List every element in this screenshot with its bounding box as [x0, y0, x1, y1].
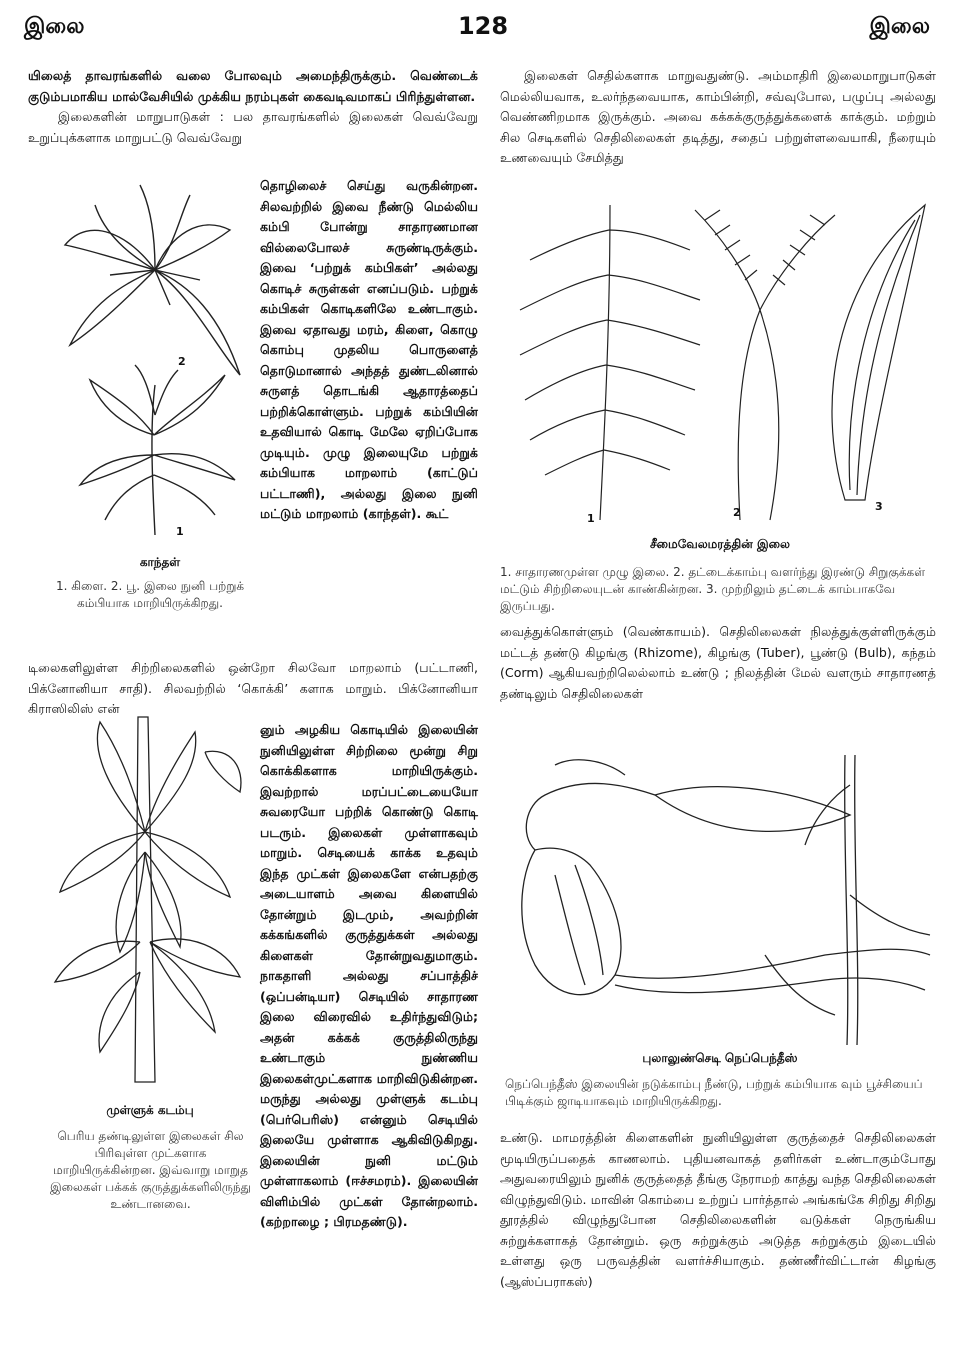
right-middle-text: வைத்துக்கொள்ளும் (வெண்காயம்). செதிலிலைகள் நிலத்துக்குள்ளிருக்கும் மட்டத் தண்டு கிழங்கு (Rhizome), கிழங்கு (Tuber), பூண்டு (Bulb), கந்தம் (Corm) ஆகியவற்றிலெல்லாம் உண்டு ; நிலத்தின் மேல் வளரும் சாதாரணத் தண்டிலும் செதிலிலைகள்: [500, 624, 936, 701]
nepenthes-caption: நெப்பெந்தீஸ் இலையின் நடுக்காம்பு நீண்டு, பற்றுக் கம்பியாக வும் பூச்சியைப் பிடிக்கும் ஜாடியாகவும் மாறியிருக்கிறது.: [505, 1077, 923, 1108]
right-bottom-text: உண்டு. மாமரத்தின் கிளைகளின் நுனியிலுள்ள குருத்தைச் செதிலிலைகள் மூடியிருப்பதைக் காணலாம். புதியனவாகத் தளிர்கள் உண்டாகும்போது அதுவரையிலும் நுனிக் குருத்தைத் தீங்கு நேராமற் காத்து வந்த செதிலிலைகள் விழுந்துவிடும். மாவின் கொம்பை உற்றுப் பார்த்தால் அங்கங்கே சிறிது சிறிது தூரத்தில் விழுந்துபோன செதிலிலைகளின் வடுக்கள் நெருங்கிய சுற்றுக்களாகத் தோன்றும். ஒரு சுற்றுக்கும் அடுத்த சுற்றுக்கும் இடையில் உள்ளது ஒரு பருவத்தின் வளர்ச்சியாகும். தண்ணீர்விட்டான் கிழங்கு (ஆஸ்ப்பராகஸ்): [500, 1130, 936, 1289]
left-narrow-text-2: னும் அழகிய கொடியில் இலையின் நுனியிலுள்ள சிற்றிலை மூன்று சிறு கொக்கிகளாக மாறியிருக்கும். இவற்றால் மரப்பட்டையையோ சுவரையோ பற்றிக் கொண்டு கொடி படரும். இலைகள் முள்ளாகவும் மாறும். செடியைக் காக்க உதவும் இந்த முட்கள் இலைகளே என்பதற்கு அடையாளம் அவை கிளையில் தோன்றும் இடமும், அவற்றின் கக்கங்களில் குருத்துக்கள் அல்லது கிளைகள் தோன்றுவதுமாகும். நாகதாளி அல்லது சப்பாத்திச் (ஒப்பன்டியா) செடியில் சாதாரண இலை விரைவில் உதிர்ந்துவிடும்; அதன் கக்கக் குருத்திலிருந்து உண்டாகும் நுண்ணிய இலைகள்முட்களாக மாறிவிடுகின்றன. மருந்து அல்லது முள்ளுக் கடம்பு (பெர்பெரிஸ்) என்னும் செடியில் இலையே முள்ளாக ஆகிவிடுகிறது. இலையின் நுனி மட்டும் முள்ளாகலாம் (ஈச்சமரம்). இலையின் விளிம்பில் முட்கள் தோன்றலாம். (கற்றாழை ; பிரமதண்டு).: [260, 722, 478, 1229]
gloriosa-caption: 1. கிளை. 2. பூ. இலை நுனி பற்றுக் கம்பியாக மாறியிருக்கிறது.: [55, 579, 245, 610]
berberis-title: முள்ளுக் கடம்பு: [106, 1103, 194, 1117]
variations-paragraph: இலைகளின் மாறுபாடுகள் : பல தாவரங்களில் இலைகள் வெவ்வேறு உறுப்புக்களாக மாறுபட்டு வெவ்வேறு: [28, 109, 478, 145]
berberis-drawing: [40, 712, 255, 1092]
gloriosa-drawing: [50, 175, 260, 545]
acacia-title: சீமைவேலமரத்தின் இலை: [650, 537, 790, 551]
left-narrow-text-1: தொழிலைச் செய்து வருகின்றன. சிலவற்றில் இவை நீண்டு மெல்லிய கம்பி போன்று சாதாரணமான வில்லைபோலச் சுருண்டிருக்கும். இவை ‘பற்றுக் கம்பிகள்’ அல்லது கொடிச் சுருள்கள் எனப்படும். பற்றுக் கம்பிகள் கொடிகளிலே உண்டாகும். இவை ஏதாவது மரம், கிளை, கொழு கொம்பு முதலிய பொருளைத் தொடுமானால் அந்தத் துண்டலினால் சுருளத் தொடங்கி ஆதாரத்தைப் பற்றிக்கொள்ளும். பற்றுக் கம்பியின் உதவியால் கொடி மேலே ஏறிப்போக முடியும். முழு இலையுமே பற்றுக் கம்பியாக மாறலாம் (காட்டுப் பட்டாணி), அல்லது இலை நுனி மட்டும் மாறலாம் (காந்தள்). கூட்: [260, 178, 478, 521]
intro-paragraph: யிலைத் தாவரங்களில் வலை போலவும் அமைந்திருக்கும். வெண்டைக் குடும்பமாகிய மால்வேசியில் முக்கிய நரம்புகள் கைவடிவமாகப் பிரிந்துள்ளன.: [28, 68, 478, 104]
header-left-title: இலை: [24, 14, 85, 39]
acacia-drawing: [505, 200, 935, 530]
acacia-label-1: 1: [587, 512, 595, 525]
berberis-illustration: [40, 712, 255, 1092]
gloriosa-label-2: 2: [178, 355, 186, 368]
acacia-illustration: [505, 200, 935, 530]
header-right-title: இலை: [869, 14, 930, 39]
berberis-caption: பெரிய தண்டிலுள்ள இலைகள் சில பிரிவுள்ள முட்களாக மாறியிருக்கின்றன. இவ்வாறு மாறுத இலைகள் பக்கக் குருத்துக்களிலிருந்து உண்டானவை.: [49, 1129, 252, 1211]
acacia-label-3: 3: [875, 500, 883, 513]
nepenthes-illustration: [505, 755, 935, 1045]
right-top-text: இலைகள் செதில்களாக மாறுவதுண்டு. அம்மாதிரி இலைமாறுபாடுகள் மெல்லியவாக, உலர்ந்தவையாக, காம்பின்றி, சவ்வுபோல, பழுப்பு அல்லது வெண்ணிறமாக இருக்கும். அவை கக்கக்குருத்துக்களைக் காக்கும். மற்றும் சில செடிகளில் செதிலிலைகள் தடித்து, சதைப் பற்றுள்ளவையாகி, நீரையும் உணவையும் சேமித்து: [500, 68, 936, 165]
left-full-text-2: டிலைகளிலுள்ள சிற்றிலைகளில் ஒன்றோ சிலவோ மாறலாம் (பட்டாணி, பிக்னோனியா சாதி). சிலவற்றில் ‘கொக்கி’ களாக மாறும். பிக்னோனியா கிராஸிலிஸ் என்: [28, 660, 478, 716]
nepenthes-title: புலாலுண்செடி நெப்பெந்தீஸ்: [642, 1051, 798, 1065]
nepenthes-drawing: [505, 755, 935, 1045]
page-number: 128: [457, 12, 509, 40]
left-intro-text: [28, 66, 478, 148]
gloriosa-label-1: 1: [176, 525, 184, 538]
acacia-caption: 1. சாதாரணமுள்ள முழு இலை. 2. தட்டைக்காம்பு வளர்ந்து இரண்டு சிறுகுக்கள் மட்டும் சிற்றிலையுடன் காண்கின்றன. 3. முற்றிலும் தட்டைக் காம்பாகவே இருப்பது.: [500, 565, 926, 613]
gloriosa-title: காந்தள்: [139, 555, 181, 569]
acacia-label-2: 2: [733, 506, 741, 519]
gloriosa-illustration: [50, 175, 260, 545]
